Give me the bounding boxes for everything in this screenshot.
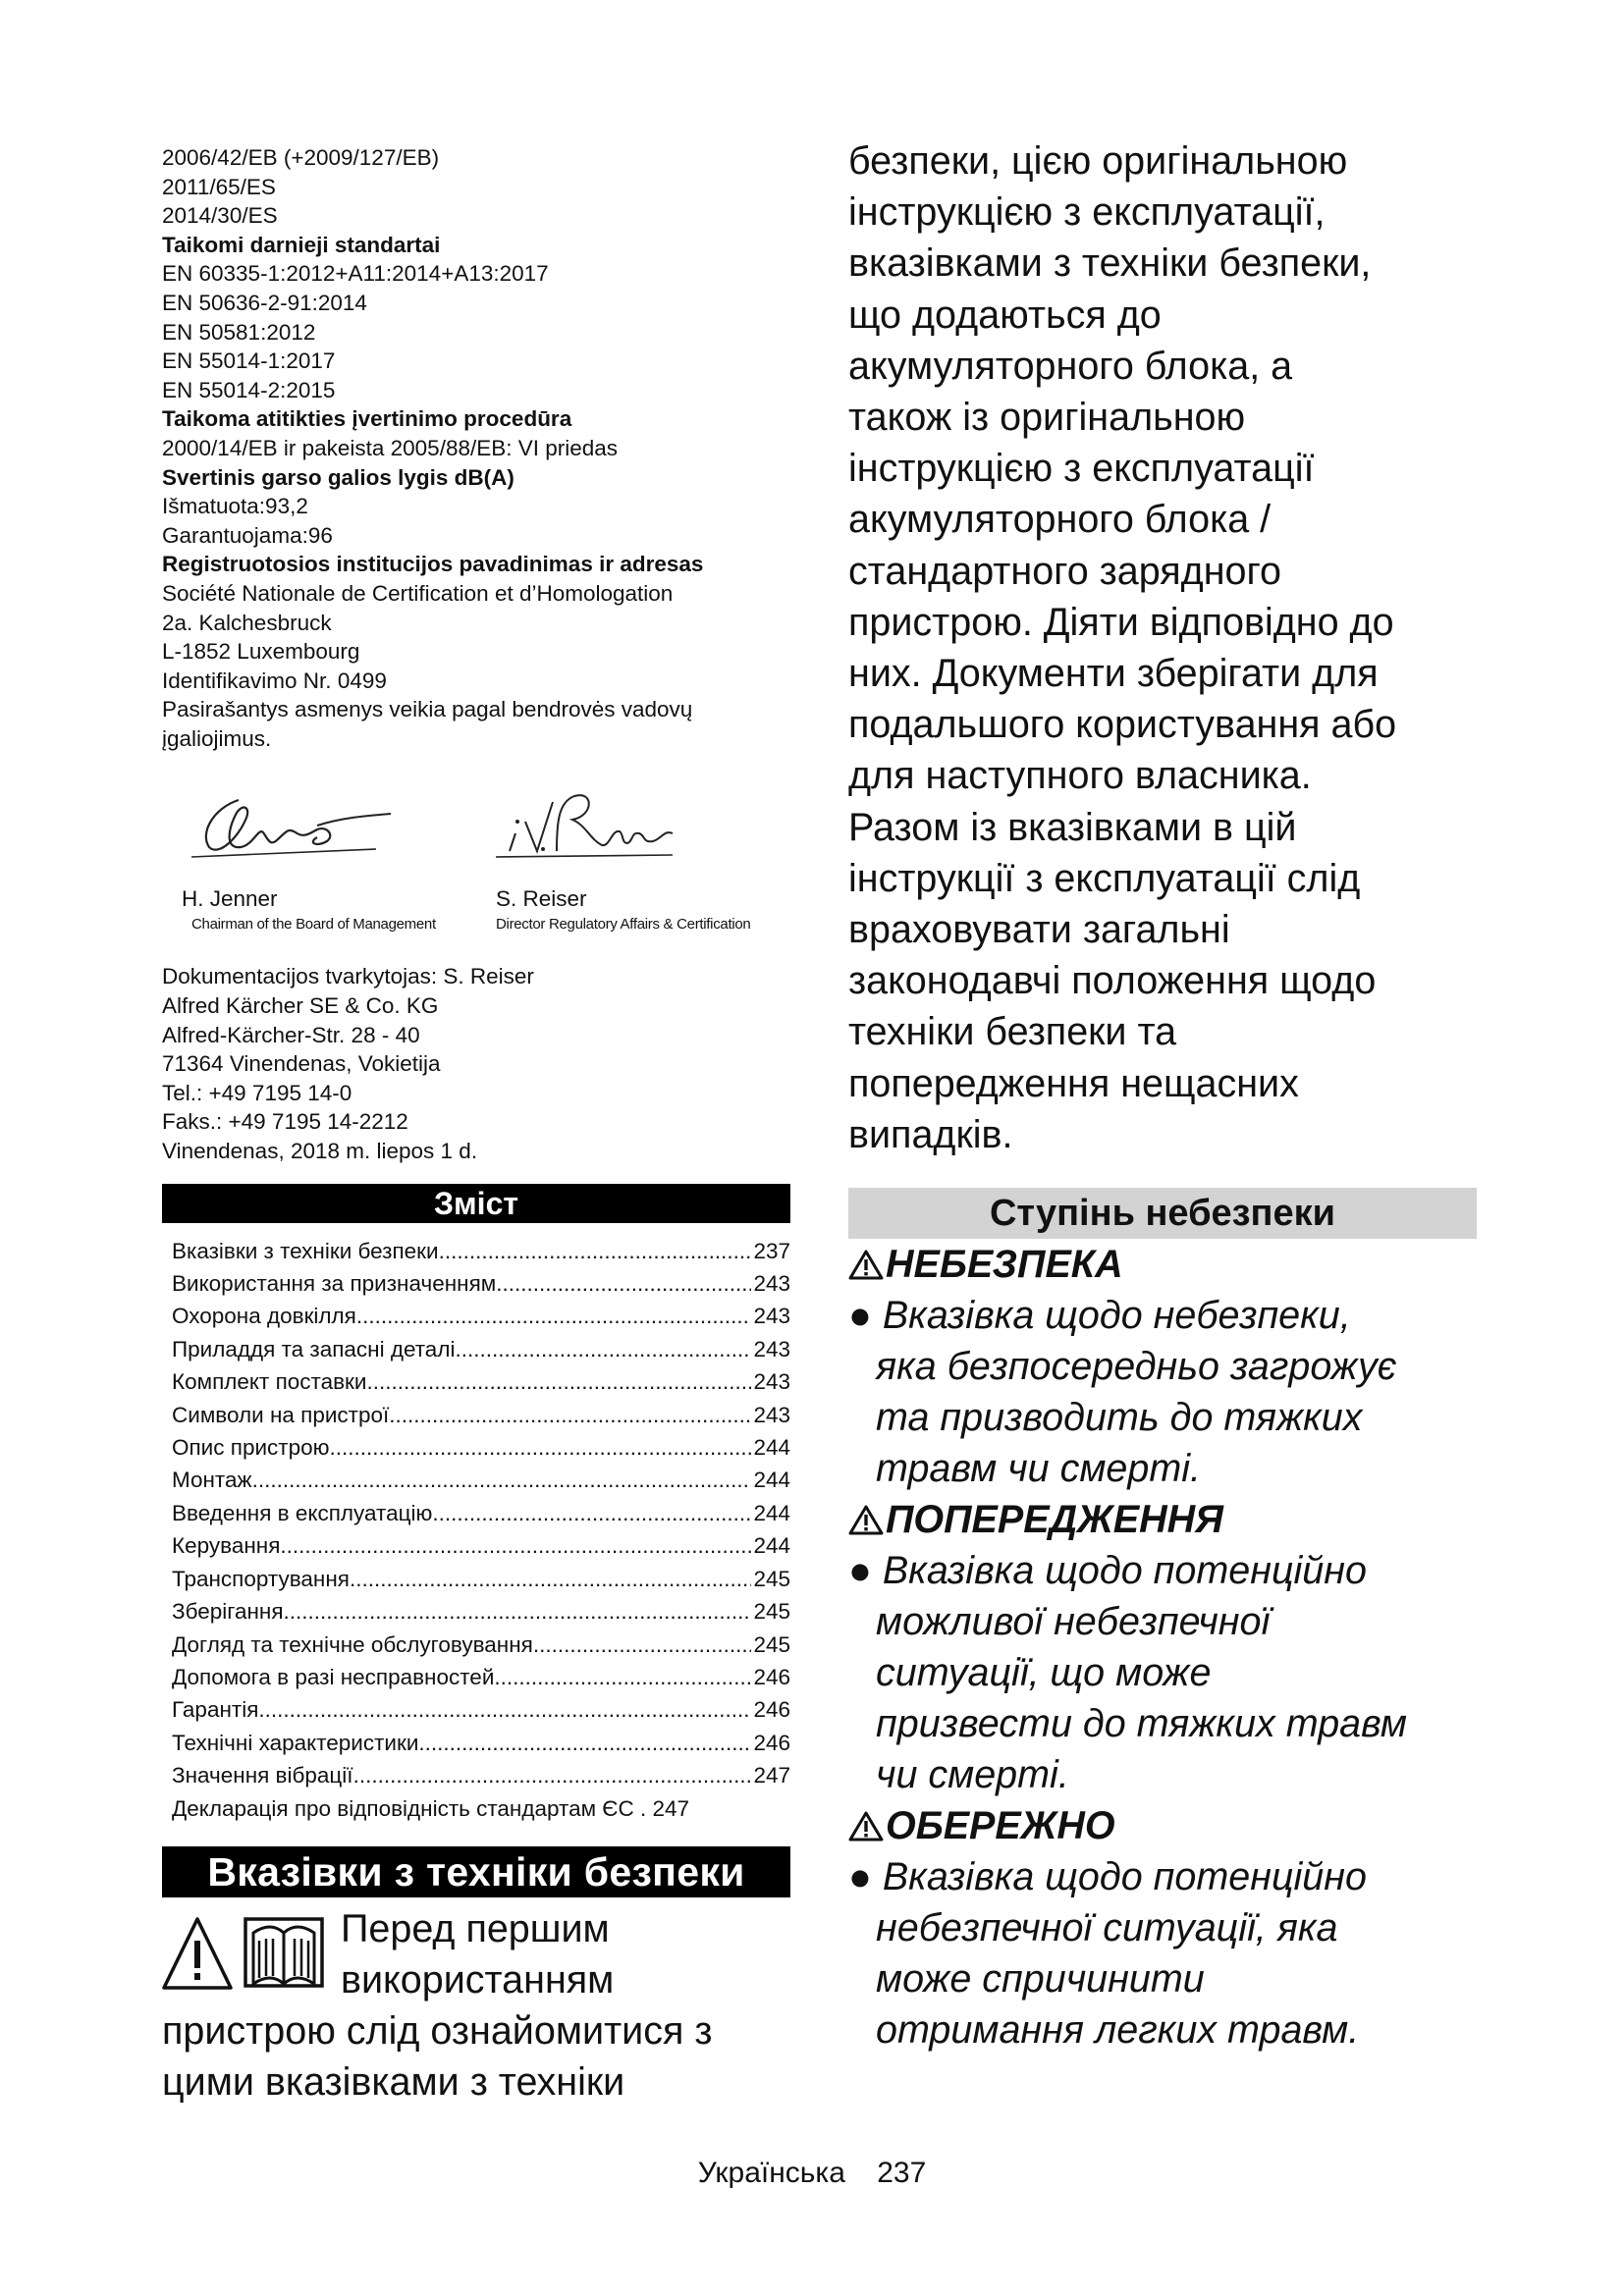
body-title: Registruotosios institucijos pavadinimas ir adresas [162,552,704,577]
signer-role: Director Regulatory Affairs & Certification [496,916,751,934]
hazard-level-description [848,1545,1487,1800]
safety-text-line: попередження нещасних [848,1061,1299,1105]
safety-text-line: техніки безпеки та [848,1010,1177,1054]
toc-entry-title: Зберігання [172,1599,284,1625]
safety-text-line: акумуляторного блока, а [848,344,1293,388]
left-column [162,143,790,2108]
toc-entry-page: 243 [753,1369,790,1395]
hazard-text-line: травм чи смерті. [876,1447,1202,1491]
toc-entry [172,1595,790,1628]
safety-text-line: подальшого користування або [848,703,1397,747]
toc-leader-dots [329,1431,751,1464]
toc-entry-page: 246 [753,1730,790,1755]
toc-leader-dots [533,1629,752,1661]
toc-entry-title: Опис пристрою [172,1435,330,1461]
toc-entry-page: 245 [753,1566,790,1591]
toc-entry-page: 244 [753,1435,790,1461]
right-column [848,135,1487,2056]
toc-entry-title: Гарантія [172,1697,259,1723]
hazard-text-line: ● Вказівка щодо потенційно [848,1549,1367,1593]
standards-title: Taikomi darnieji standartai [162,232,441,257]
intro-line: пристрою слід ознайомитися з [162,2008,713,2053]
safety-intro [162,1903,790,2108]
toc-leader-dots [356,1300,752,1332]
toc-entry-page: 245 [753,1631,790,1657]
address-line: Dokumentacijos tvarkytojas: S. Reiser [162,964,534,989]
standard-line: EN 50581:2012 [162,319,316,345]
toc-entry [172,1629,790,1661]
toc-entry-title: Введення в експлуатацію [172,1500,433,1525]
toc-leader-dots [258,1693,751,1726]
toc-entry [172,1235,790,1267]
toc-entry-title: Керування [172,1533,281,1559]
safety-text-line: стандартного зарядного [848,549,1281,593]
toc-leader-dots [439,1235,752,1267]
safety-text-line: Разом із вказівками в цій [848,805,1297,849]
address-line: 71364 Vinendenas, Vokietija [162,1051,441,1077]
toc-leader-dots [432,1497,751,1529]
toc-entry [172,1563,790,1595]
toc-entry [172,1267,790,1300]
hazard-text-line: ● Вказівка щодо потенційно [848,1855,1367,1899]
procedure-title: Taikoma atitikties įvertinimo procedūra [162,406,572,432]
toc-leader-dots [252,1464,752,1496]
signature-block [162,761,790,962]
warning-triangle-icon [848,1504,886,1535]
intro-line: Перед першим [341,1906,610,1950]
toc-entry [172,1464,790,1496]
toc-entry [172,1300,790,1332]
safety-text-line: випадків. [848,1112,1013,1156]
address-line: Alfred-Kärcher-Str. 28 - 40 [162,1022,420,1047]
safety-text-line: пристрою. Діяти відповідно до [848,600,1394,644]
toc-leader-dots [389,1399,751,1431]
hazard-text-line: та призводить до тяжких [876,1396,1363,1440]
toc-entry [172,1365,790,1398]
safety-text-line: враховувати загальні [848,908,1230,952]
hazard-text-line: може спричинити [876,1957,1205,2002]
toc-entry-page: 244 [753,1500,790,1525]
intro-line: використанням [341,1957,615,2002]
toc-leader-dots [284,1595,752,1628]
hazard-text-line: ● Вказівка щодо небезпеки, [848,1294,1351,1338]
toc-entry [172,1759,790,1791]
toc-entry [172,1792,790,1825]
toc-entry-title: Використання за призначенням [172,1271,497,1297]
safety-text-line: інструкцією з експлуатації, [848,190,1326,235]
procedure-text: 2000/14/EB ir pakeista 2005/88/EB: VI priedas [162,435,619,460]
toc-entry-page: 245 [753,1599,790,1625]
safety-text-line: акумуляторного блока / [848,498,1272,542]
address-line: Faks.: +49 7195 14-2212 [162,1109,408,1135]
hazard-level-label: НЕБЕЗПЕКА [886,1243,1123,1287]
warning-read-manual-icon [162,1911,329,2000]
safety-text-line: них. Документи зберігати для [848,652,1379,696]
directive-line: 2011/65/ES [162,174,276,199]
hazard-level-label: ПОПЕРЕДЖЕННЯ [886,1498,1223,1542]
toc-entry [172,1399,790,1431]
hazard-text-line: можливої небезпечної [876,1600,1271,1644]
body-line: Pasirašantys asmenys veikia pagal bendrovės vadovų [162,697,693,722]
standard-line: EN 55014-2:2015 [162,377,336,402]
toc-leader-dots [418,1727,751,1759]
directive-line: 2014/30/ES [162,203,278,229]
table-of-contents [162,1235,790,1825]
body-line: 2a. Kalchesbruck [162,610,332,635]
toc-entry [172,1431,790,1464]
body-line: Identifikavimo Nr. 0499 [162,667,387,693]
sound-title: Svertinis garso galios lygis dB(A) [162,464,514,490]
safety-text-line: законодавчі положення щодо [848,959,1377,1003]
toc-entry-title: Монтаж [172,1468,252,1493]
hazard-text-line: яка безпосередньо загрожує [876,1345,1397,1389]
toc-entry-title: Технічні характеристики [172,1730,419,1755]
toc-entry-title: Догляд та технічне обслуговування [172,1631,533,1657]
sound-guaranteed: Garantuojama:96 [162,522,333,548]
hazard-text-line: небезпечної ситуації, яка [876,1906,1338,1950]
address-line: Alfred Kärcher SE & Co. KG [162,993,439,1019]
toc-entry-title: Приладдя та запасні деталі [172,1336,456,1362]
footer-language: Українська [697,2157,845,2189]
toc-entry [172,1529,790,1562]
body-line: įgaliojimus. [162,725,272,751]
safety-continued-text [848,135,1487,1160]
hazard-text-line: чи смерті. [876,1753,1069,1797]
signer-name: S. Reiser [496,886,587,912]
toc-entry [172,1693,790,1726]
toc-entry-page: 243 [753,1304,790,1329]
toc-entry-page: 244 [753,1468,790,1493]
toc-entry-title: Комплект поставки [172,1369,367,1395]
hazard-level-description [848,1851,1487,2056]
toc-entry-title: Значення вібрації [172,1763,353,1789]
toc-entry-page: 243 [753,1271,790,1297]
toc-entry-title: Охорона довкілля [172,1304,356,1329]
signer-role: Chairman of the Board of Management [191,916,436,934]
toc-heading: Зміст [162,1184,790,1223]
safety-text-line: інструкції з експлуатації слід [848,856,1361,900]
page-footer [0,2157,1624,2190]
toc-entry [172,1333,790,1365]
toc-entry-title: Транспортування [172,1566,350,1591]
toc-entry-page: 244 [753,1533,790,1559]
toc-entry [172,1661,790,1693]
toc-entry-page: 246 [753,1664,790,1689]
toc-entry [172,1727,790,1759]
safety-text-line: вказівками з техніки безпеки, [848,241,1372,286]
hazard-level-title [848,1494,1487,1545]
hazard-text-line: ситуації, що може [876,1651,1212,1695]
safety-text-line: що додаються до [848,293,1162,337]
toc-entry-page: 247 [753,1763,790,1789]
toc-leader-dots [366,1365,751,1398]
hazard-levels [848,1239,1487,2056]
hazard-level-title [848,1239,1487,1290]
hazard-level-description [848,1290,1487,1494]
toc-leader-dots [350,1563,751,1595]
toc-entry-page: 246 [753,1697,790,1723]
signature-jenner-icon [170,778,406,867]
standard-line: EN 60335-1:2012+A11:2014+A13:2017 [162,261,549,287]
toc-entry-title: Допомога в разі несправностей [172,1664,495,1689]
warning-triangle-icon [848,1810,886,1842]
toc-entry-title: Декларація про відповідність стандартам ЄС . 247 [172,1795,690,1821]
toc-entry [172,1497,790,1529]
toc-entry-title: Символи на пристрої [172,1402,390,1427]
body-line: Société Nationale de Certification et d’Homologation [162,580,674,606]
toc-leader-dots [280,1529,751,1562]
safety-text-line: для наступного власника. [848,754,1312,798]
signature-reiser-icon [496,782,682,861]
signer-name: H. Jenner [182,886,278,912]
address-line: Vinendenas, 2018 m. liepos 1 d. [162,1139,478,1164]
hazard-text-line: отримання легких травм. [876,2008,1360,2053]
address-line: Tel.: +49 7195 14-0 [162,1080,352,1105]
directive-line: 2006/42/EB (+2009/127/EB) [162,145,440,170]
safety-heading: Вказівки з техніки безпеки [162,1846,790,1897]
address-block [162,962,790,1165]
safety-text-line: інструкцією з експлуатації [848,447,1315,491]
hazard-level-label: ОБЕРЕЖНО [886,1804,1115,1848]
page-number: 237 [877,2157,927,2189]
declaration-block [162,143,790,753]
sound-measured: Išmatuota:93,2 [162,494,308,519]
toc-leader-dots [496,1267,751,1300]
toc-entry-title: Вказівки з техніки безпеки [172,1238,439,1263]
toc-entry-page: 243 [753,1402,790,1427]
toc-leader-dots [455,1333,751,1365]
safety-text-line: також із оригінальною [848,396,1246,440]
warning-triangle-icon [848,1249,886,1280]
toc-entry-page: 243 [753,1336,790,1362]
hazard-levels-heading: Ступінь небезпеки [848,1188,1477,1239]
toc-leader-dots [353,1759,752,1791]
hazard-text-line: призвести до тяжких травм [876,1702,1407,1746]
standard-line: EN 50636-2-91:2014 [162,290,367,315]
toc-entry-page: 237 [753,1238,790,1263]
toc-leader-dots [494,1661,751,1693]
intro-line: цими вказівками з техніки [162,2059,625,2104]
standard-line: EN 55014-1:2017 [162,348,336,374]
hazard-level-title [848,1800,1487,1851]
safety-text-line: безпеки, цією оригінальною [848,139,1348,183]
body-line: L-1852 Luxembourg [162,639,360,665]
